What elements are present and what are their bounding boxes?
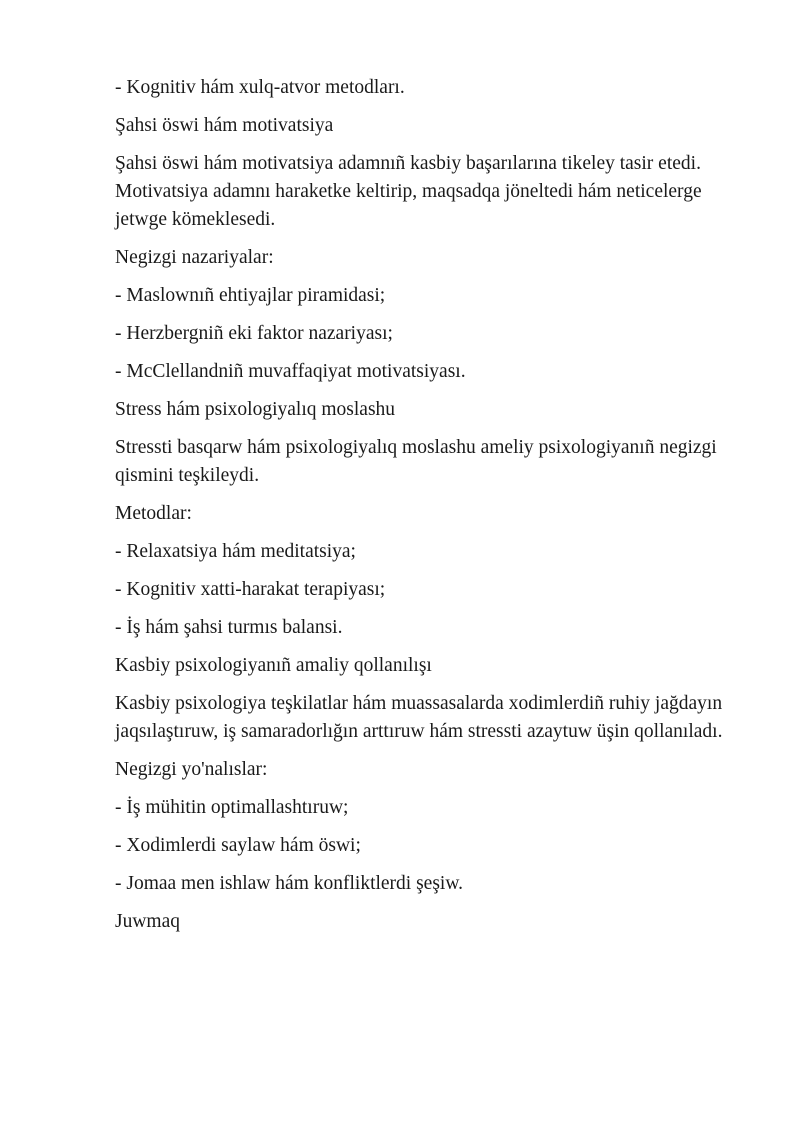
label-main-theories: Negizgi nazariyalar: bbox=[115, 247, 274, 268]
list-item-teamwork: - Jomaa men ishlaw hám konfliktlerdi şeşiw. bbox=[115, 873, 464, 894]
section-heading-personal-growth: Şahsi öswi hám motivatsiya bbox=[115, 115, 334, 136]
document-page bbox=[115, 74, 735, 946]
paragraph-stress: Stressti basqarw hám psixologiyalıq moslashu ameliy psixologiyanıñ negizgi qismini teşkileydi. bbox=[115, 437, 717, 486]
paragraph-applied-psychology: Kasbiy psixologiya teşkilatlar hám muassasalarda xodimlerdiñ ruhiy jağdayın jaqsılaştıruw, iş samaradorlığın arttıruw hám stressti azaytuw üşin qollanıladı. bbox=[115, 693, 723, 742]
list-item-work-environment: - İş mühitin optimallashtıruw; bbox=[115, 797, 349, 818]
list-item-mcclelland: - McClellandniñ muvaffaqiyat motivatsiyası. bbox=[115, 361, 466, 382]
section-heading-applied-psychology: Kasbiy psixologiyanıñ amaliy qollanılışı bbox=[115, 655, 432, 676]
section-heading-stress: Stress hám psixologiyalıq moslashu bbox=[115, 399, 396, 420]
paragraph-personal-growth: Şahsi öswi hám motivatsiya adamnıñ kasbiy başarılarına tikeley tasir etedi. Motivatsiya adamnı haraketke keltirip, maqsadqa jöneltedi hám neticelerge jetwge kömeklesedi. bbox=[115, 153, 702, 230]
list-item-cognitive-methods: - Kognitiv hám xulq-atvor metodları. bbox=[115, 77, 405, 98]
label-main-directions: Negizgi yo'nalıslar: bbox=[115, 759, 268, 780]
list-item-cbt: - Kognitiv xatti-harakat terapiyası; bbox=[115, 579, 386, 600]
list-item-maslow: - Maslownıñ ehtiyajlar piramidasi; bbox=[115, 285, 386, 306]
list-item-work-life-balance: - İş hám şahsi turmıs balansi. bbox=[115, 617, 343, 638]
list-item-staff-selection: - Xodimlerdi saylaw hám öswi; bbox=[115, 835, 361, 856]
section-heading-conclusion: Juwmaq bbox=[115, 911, 180, 932]
label-methods: Metodlar: bbox=[115, 503, 192, 524]
list-item-relaxation: - Relaxatsiya hám meditatsiya; bbox=[115, 541, 356, 562]
list-item-herzberg: - Herzbergniñ eki faktor nazariyası; bbox=[115, 323, 393, 344]
